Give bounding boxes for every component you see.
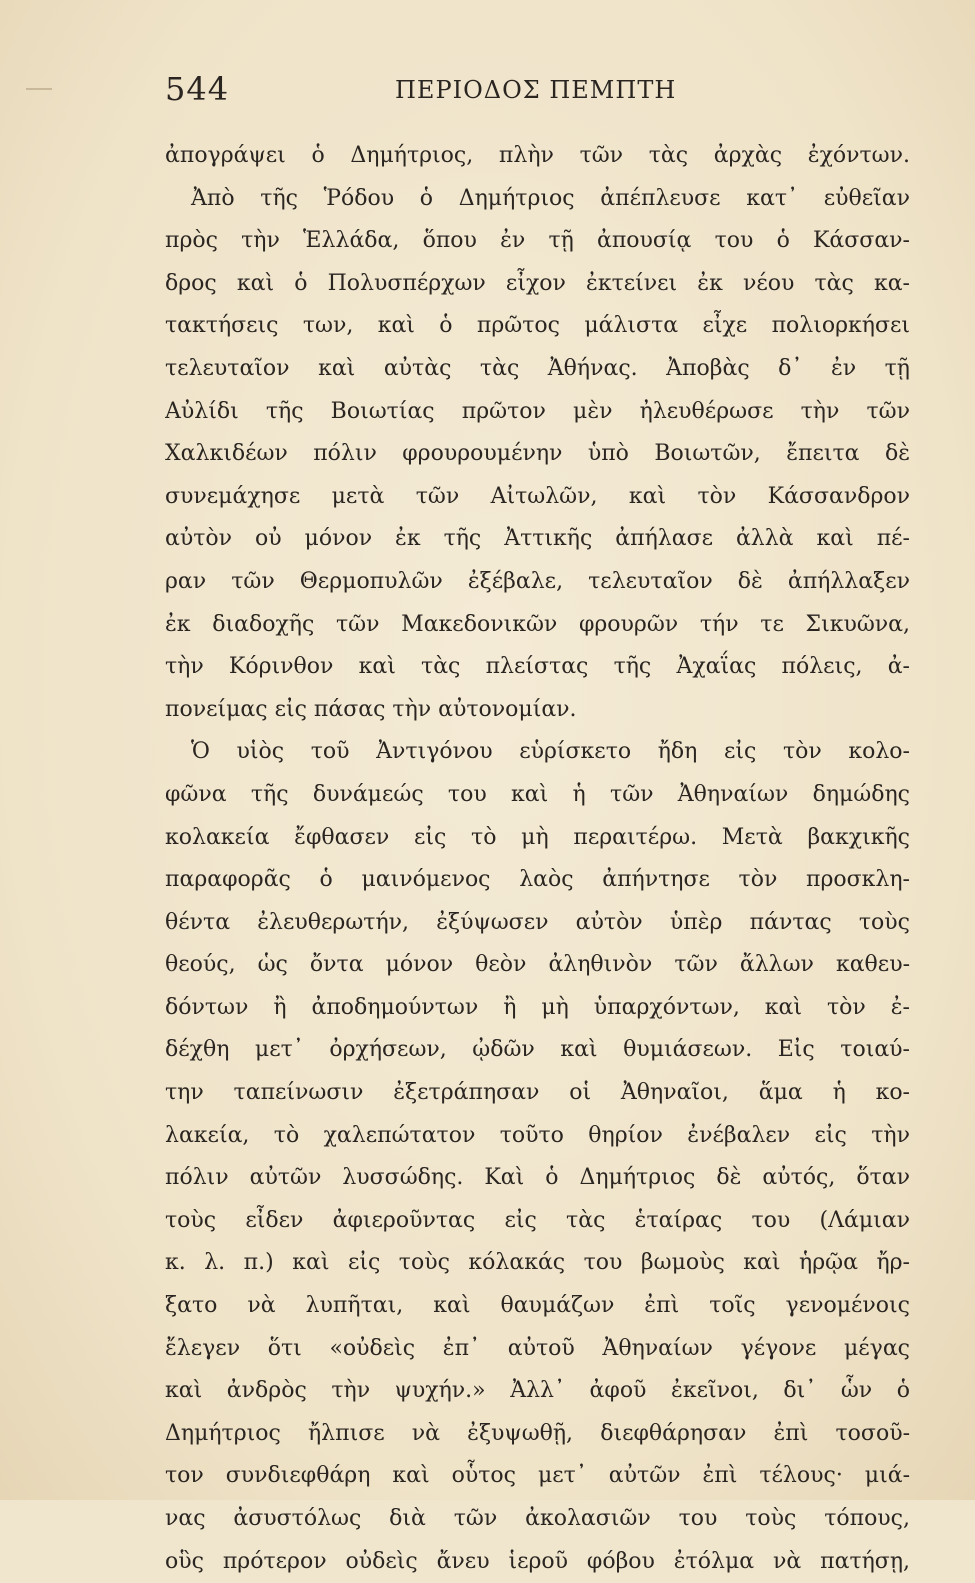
text-line: φῶνα τῆς δυνάμεώς του καὶ ἡ τῶν Ἀθηναίων δημώδης xyxy=(165,781,910,807)
text-line: λακεία, τὸ χαλεπώτατον τοῦτο θηρίον ἐνέβαλεν εἰς τὴν xyxy=(165,1122,910,1148)
text-line: ἀπογράψει ὁ Δημήτριος, πλὴν τῶν τὰς ἀρχὰς ἐχόντων. xyxy=(165,143,910,168)
text-line: Αὐλίδι τῆς Βοιωτίας πρῶτον μὲν ἠλευθέρωσε τὴν τῶν xyxy=(165,398,910,424)
text-line: τον συνδιεφθάρη καὶ οὗτος μετ᾿ αὐτῶν ἐπὶ τέλους· μιά- xyxy=(165,1463,910,1489)
text-line: θέντα ἐλευθερωτήν, ἐξύψωσεν αὐτὸν ὑπὲρ πάντας τοὺς xyxy=(165,909,910,935)
text-line: Χαλκιδέων πόλιν φρουρουμένην ὑπὸ Βοιωτῶν, ἔπειτα δὲ xyxy=(165,441,910,467)
text-line: ἐκ διαδοχῆς τῶν Μακεδονικῶν φρουρῶν τήν τε Σικυῶνα, xyxy=(165,611,910,637)
text-line: παραφορᾶς ὁ μαινόμενος λαὸς ἀπήντησε τὸν προσκλη- xyxy=(165,867,910,893)
text-line: νας ἀσυστόλως διὰ τῶν ἀκολασιῶν του τοὺς τόπους, xyxy=(165,1506,910,1531)
text-line: θεούς, ὡς ὄντα μόνον θεὸν ἀληθινὸν τῶν ἄλλων καθευ- xyxy=(165,952,910,978)
page-number: 544 xyxy=(165,70,230,108)
text-line: κ. λ. π.) καὶ εἰς τοὺς κόλακάς του βωμοὺς καὶ ἡρῷα ἤρ- xyxy=(165,1250,910,1276)
page-header xyxy=(165,64,910,114)
text-line: οὓς πρότερον οὐδεὶς ἄνευ ἱεροῦ φόβου ἐτόλμα νὰ πατήσῃ, xyxy=(165,1548,910,1574)
text-line: πονείμας εἰς πάσας τὴν αὐτονομίαν. xyxy=(165,696,577,722)
text-line: δόντων ἢ ἀποδημούντων ἢ μὴ ὑπαρχόντων, καὶ τὸν ἐ- xyxy=(165,994,910,1020)
text-line: πόλιν αὐτῶν λυσσώδης. Καὶ ὁ Δημήτριος δὲ αὐτός, ὅταν xyxy=(165,1165,910,1191)
text-line: τοὺς εἶδεν ἀφιεροῦντας εἰς τὰς ἑταίρας του (Λάμιαν xyxy=(165,1207,910,1233)
text-line: Δημήτριος ἤλπισε νὰ ἐξυψωθῇ, διεφθάρησαν ἐπὶ τοσοῦ- xyxy=(165,1420,910,1446)
text-line: τελευταῖον καὶ αὐτὰς τὰς Ἀθήνας. Ἀποβὰς δ᾿ ἐν τῇ xyxy=(165,355,910,381)
text-line: τὴν Κόρινθον καὶ τὰς πλείστας τῆς Ἀχαΐας πόλεις, ἀ- xyxy=(165,654,910,680)
text-line: καὶ ἀνδρὸς τὴν ψυχήν.» Ἀλλ᾿ ἀφοῦ ἐκεῖνοι, δι᾿ ὧν ὁ xyxy=(165,1378,910,1404)
text-line: κολακεία ἔφθασεν εἰς τὸ μὴ περαιτέρω. Μετὰ βακχικῆς xyxy=(165,824,910,850)
margin-mark xyxy=(26,88,52,90)
text-line: δέχθη μετ᾿ ὀρχήσεων, ᾠδῶν καὶ θυμιάσεων. Εἰς τοιαύ- xyxy=(165,1037,910,1063)
running-head: ΠΕΡΙΟΔΟΣ ΠΕΜΠΤΗ xyxy=(395,76,677,104)
text-line: αὐτὸν οὐ μόνον ἐκ τῆς Ἀττικῆς ἀπήλασε ἀλλὰ καὶ πέ- xyxy=(165,526,910,552)
text-line: ραν τῶν Θερμοπυλῶν ἐξέβαλε, τελευταῖον δὲ ἀπήλλαξεν xyxy=(165,568,910,594)
text-line: Ὁ υἱὸς τοῦ Ἀντιγόνου εὑρίσκετο ἤδη εἰς τὸν κολο- xyxy=(191,739,910,765)
text-line: ἔλεγεν ὅτι «οὐδεὶς ἐπ᾿ αὐτοῦ Ἀθηναίων γέγονε μέγας xyxy=(165,1335,910,1361)
body-text xyxy=(165,135,910,1583)
text-line: ξατο νὰ λυπῆται, καὶ θαυμάζων ἐπὶ τοῖς γενομένοις xyxy=(165,1293,910,1319)
text-line: την ταπείνωσιν ἐξετράπησαν οἱ Ἀθηναῖοι, ἅμα ἡ κο- xyxy=(165,1080,910,1106)
text-line: Ἀπὸ τῆς Ῥόδου ὁ Δημήτριος ἀπέπλευσε κατ᾿ εὐθεῖαν xyxy=(191,185,910,211)
text-line: συνεμάχησε μετὰ τῶν Αἰτωλῶν, καὶ τὸν Κάσσανδρον xyxy=(165,483,910,509)
text-line: δρος καὶ ὁ Πολυσπέρχων εἶχον ἐκτείνει ἐκ νέου τὰς κα- xyxy=(165,270,910,296)
text-line: πρὸς τὴν Ἑλλάδα, ὅπου ἐν τῇ ἀπουσίᾳ του ὁ Κάσσαν- xyxy=(165,228,910,254)
text-line: τακτήσεις των, καὶ ὁ πρῶτος μάλιστα εἶχε πολιορκήσει xyxy=(165,313,910,339)
